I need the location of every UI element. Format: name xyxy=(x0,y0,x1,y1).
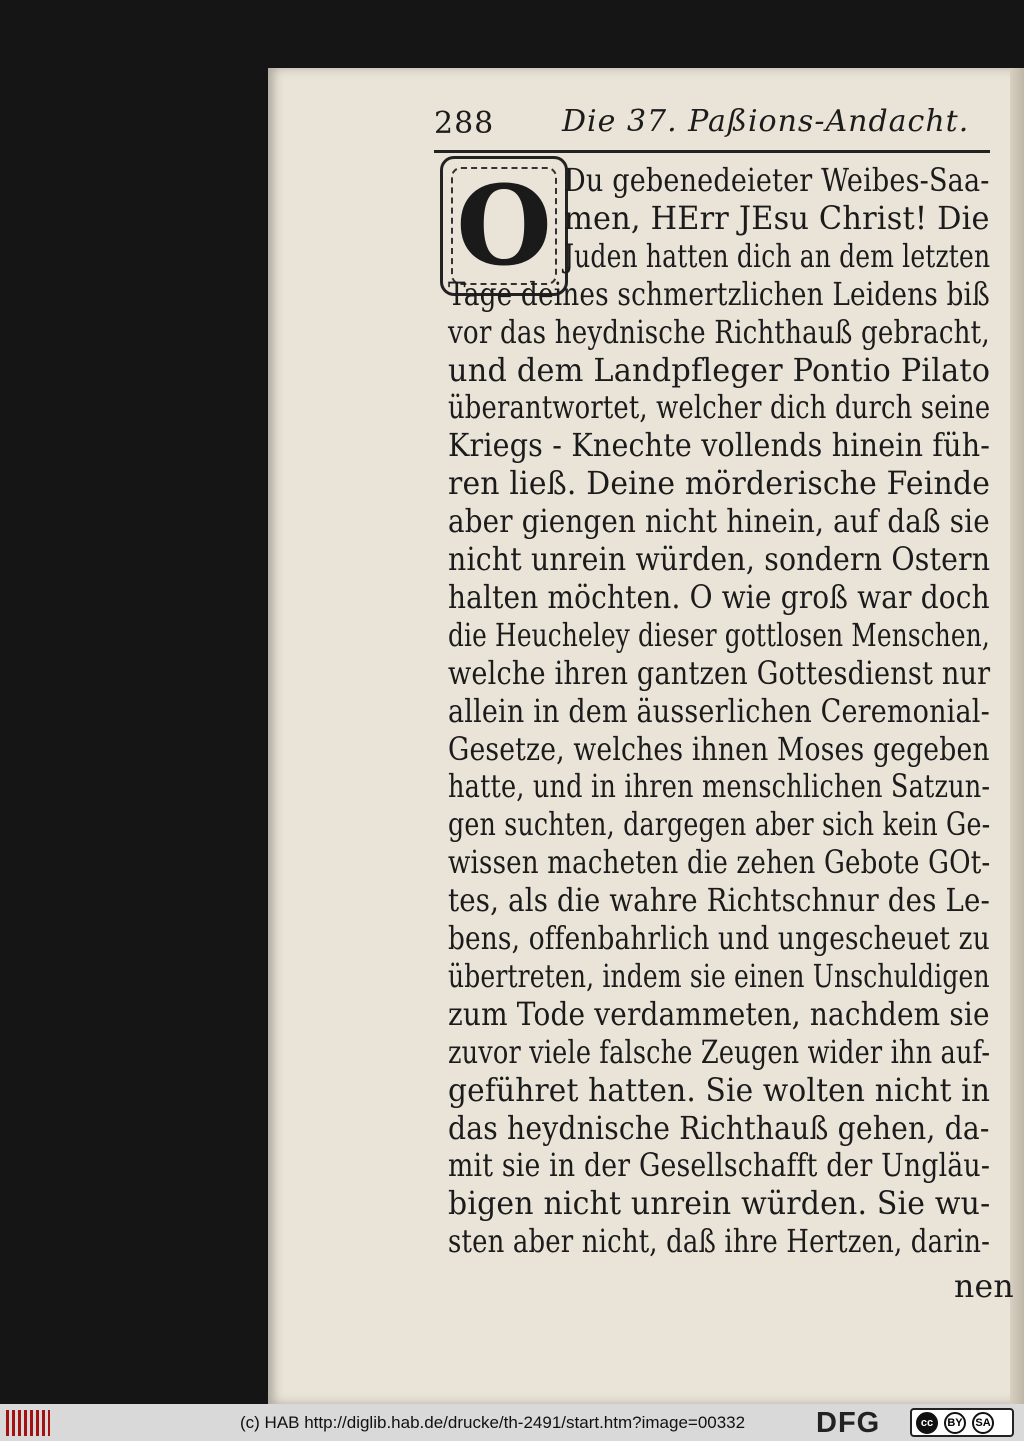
text-line: men, HErr JEsu Christ! Die xyxy=(564,200,990,237)
text-line: übertreten, indem sie einen Unschuldigen xyxy=(448,958,990,995)
text-line: überantwortet, welcher dich durch seine xyxy=(448,390,991,427)
text-line: nicht unrein würden, sondern Ostern xyxy=(448,542,991,578)
header-rule xyxy=(434,150,990,153)
text-line: sten aber nicht, daß ihre Hertzen, darin- xyxy=(448,1224,991,1261)
by-icon: BY xyxy=(944,1412,966,1434)
text-line: zum Tode verdammeten, nachdem sie xyxy=(448,996,990,1033)
text-line: Du gebenedeieter Weibes-Saa- xyxy=(564,163,990,199)
text-line: geführet hatten. Sie wolten nicht in xyxy=(448,1072,991,1109)
text-line: Tage deines schmertzlichen Leidens biß xyxy=(448,276,990,313)
text-line: hatte, und in ihren menschlichen Satzun- xyxy=(448,769,991,806)
text-line: aber giengen nicht hinein, auf daß sie xyxy=(448,504,990,541)
dfg-logo[interactable]: DFG xyxy=(816,1407,881,1439)
text-line: gen suchten, dargegen aber sich kein Ge- xyxy=(448,807,991,844)
running-title: Die 37. Paßions-Andacht. xyxy=(562,104,970,139)
text-line: halten möchten. O wie groß war doch xyxy=(448,579,990,616)
text-line: Juden hatten dich an dem letzten xyxy=(564,238,991,275)
catchword: nen xyxy=(954,1269,1014,1305)
sa-icon: SA xyxy=(972,1412,994,1434)
text-line: ren ließ. Deine mörderische Feinde xyxy=(448,466,991,503)
book-page xyxy=(268,68,1024,1404)
text-line: vor das heydnische Richthauß gebracht, xyxy=(448,314,990,351)
page-header xyxy=(434,104,1014,144)
text-line: die Heucheley dieser gottlosen Menschen, xyxy=(448,617,990,654)
initial-letter: O xyxy=(456,161,552,290)
text-line: welche ihren gantzen Gottesdienst nur xyxy=(448,655,991,692)
text-line: wissen macheten die zehen Gebote GOt- xyxy=(448,845,991,882)
text-line: das heydnische Richthauß gehen, da- xyxy=(448,1110,990,1147)
text-line: Gesetze, welches ihnen Moses gegeben xyxy=(448,731,990,768)
page-edge xyxy=(1010,68,1024,1404)
text-line: zuvor viele falsche Zeugen wider ihn auf- xyxy=(448,1034,991,1071)
hab-logo-icon[interactable] xyxy=(6,1410,50,1436)
initial-ornament xyxy=(451,161,557,290)
text-line: bens, offenbahrlich und ungescheuet zu xyxy=(448,921,990,957)
cc-license-icon: cc xyxy=(916,1412,938,1434)
text-line: und dem Landpfleger Pontio Pilato xyxy=(448,352,991,389)
page-number: 288 xyxy=(434,106,495,141)
text-line: allein in dem äusserlichen Ceremonial- xyxy=(448,693,990,730)
text-line: Kriegs - Knechte vollends hinein füh- xyxy=(448,428,991,465)
cc-license-badge[interactable] xyxy=(910,1408,1014,1437)
copyright-link[interactable]: (c) HAB http://diglib.hab.de/drucke/th-2491/start.htm?image=00332 xyxy=(240,1413,746,1432)
text-line: mit sie in der Gesellschafft der Ungläu- xyxy=(448,1148,991,1185)
footer-bar xyxy=(0,1404,1024,1441)
text-line: bigen nicht unrein würden. Sie wu- xyxy=(448,1186,991,1223)
text-line: tes, als die wahre Richtschnur des Le- xyxy=(448,883,991,920)
